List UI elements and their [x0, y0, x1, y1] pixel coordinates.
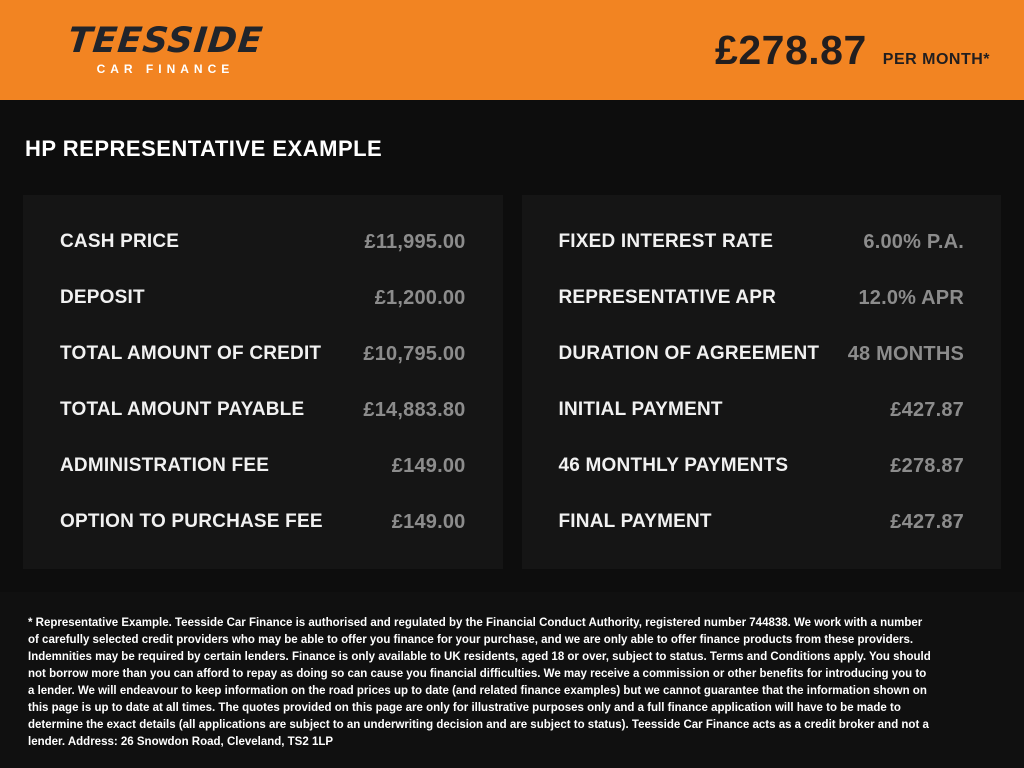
finance-panels: [23, 195, 1001, 569]
row-value: £149.00: [391, 510, 466, 533]
row-value: 48 MONTHS: [847, 342, 964, 365]
table-row: [60, 326, 466, 382]
row-label: CASH PRICE: [60, 231, 180, 252]
table-row: [60, 382, 466, 438]
row-label: FIXED INTEREST RATE: [558, 231, 774, 252]
row-value: £1,200.00: [374, 286, 466, 309]
finance-panel-right: [522, 195, 1002, 569]
table-row: [559, 382, 965, 438]
row-value: £11,995.00: [364, 230, 466, 253]
table-row: [559, 494, 965, 550]
header-banner: [0, 0, 1024, 100]
row-value: £10,795.00: [363, 342, 466, 365]
table-row: [60, 494, 466, 550]
disclaimer-text: * Representative Example. Teesside Car Finance is authorised and regulated by the Financial Conduct Authority, registered number 744838. We work with a number of carefully selected credit providers who may be able to offer you finance for your purchase, and we are only able to offer finance products from these providers. Indemnities may be required by certain lenders. Finance is only available to UK residents, aged 18 or over, subject to status. Terms and Conditions apply. You should not borrow more than you can afford to repay as doing so can cause you financial difficulties. We may receive a commission or other benefits for introducing you to a lender. We will endeavour to keep information on the road prices up to date (and related finance examples) but we cannot guarantee that the information shown on this page is up to date at all times. The quotes provided on this page are only for illustrative purposes only and a full finance application will have to be made to determine the exact details (all applications are subject to an underwriting decision and are subject to status). Teesside Car Finance acts as a credit broker and not a lender. Address: 26 Snowdon Road, Cleveland, TS2 1LP: [28, 617, 931, 748]
finance-example-section: [0, 136, 1024, 569]
row-label: 46 MONTHLY PAYMENTS: [558, 455, 789, 476]
row-label: TOTAL AMOUNT PAYABLE: [60, 399, 305, 420]
row-value: 6.00% P.A.: [863, 230, 964, 253]
table-row: [559, 214, 965, 270]
row-label: TOTAL AMOUNT OF CREDIT: [60, 343, 322, 364]
table-row: [60, 270, 466, 326]
row-label: FINAL PAYMENT: [558, 511, 712, 532]
brand-name: TEESSIDE: [65, 21, 265, 61]
row-label: REPRESENTATIVE APR: [558, 287, 777, 308]
finance-panel-left: [23, 195, 503, 569]
row-value: 12.0% APR: [858, 286, 964, 309]
row-label: DURATION OF AGREEMENT: [558, 343, 820, 364]
row-value: £278.87: [890, 454, 964, 477]
page-title: HP REPRESENTATIVE EXAMPLE: [25, 136, 383, 161]
row-value: £149.00: [391, 454, 466, 477]
row-label: ADMINISTRATION FEE: [60, 455, 270, 476]
row-label: DEPOSIT: [60, 287, 145, 308]
table-row: [559, 326, 965, 382]
monthly-price-suffix: PER MONTH*: [882, 50, 990, 68]
table-row: [559, 438, 965, 494]
brand-logo[interactable]: [65, 21, 265, 76]
row-value: £427.87: [890, 510, 964, 533]
monthly-price-amount: £278.87: [715, 26, 867, 73]
row-value: £14,883.80: [363, 398, 466, 421]
row-label: OPTION TO PURCHASE FEE: [60, 511, 323, 532]
brand-tagline: CAR FINANCE: [96, 62, 235, 76]
row-value: £427.87: [890, 398, 964, 421]
row-label: INITIAL PAYMENT: [558, 399, 723, 420]
disclaimer-footer: [0, 592, 1024, 768]
monthly-price: [715, 27, 990, 74]
table-row: [60, 214, 466, 270]
table-row: [559, 270, 965, 326]
table-row: [60, 438, 466, 494]
